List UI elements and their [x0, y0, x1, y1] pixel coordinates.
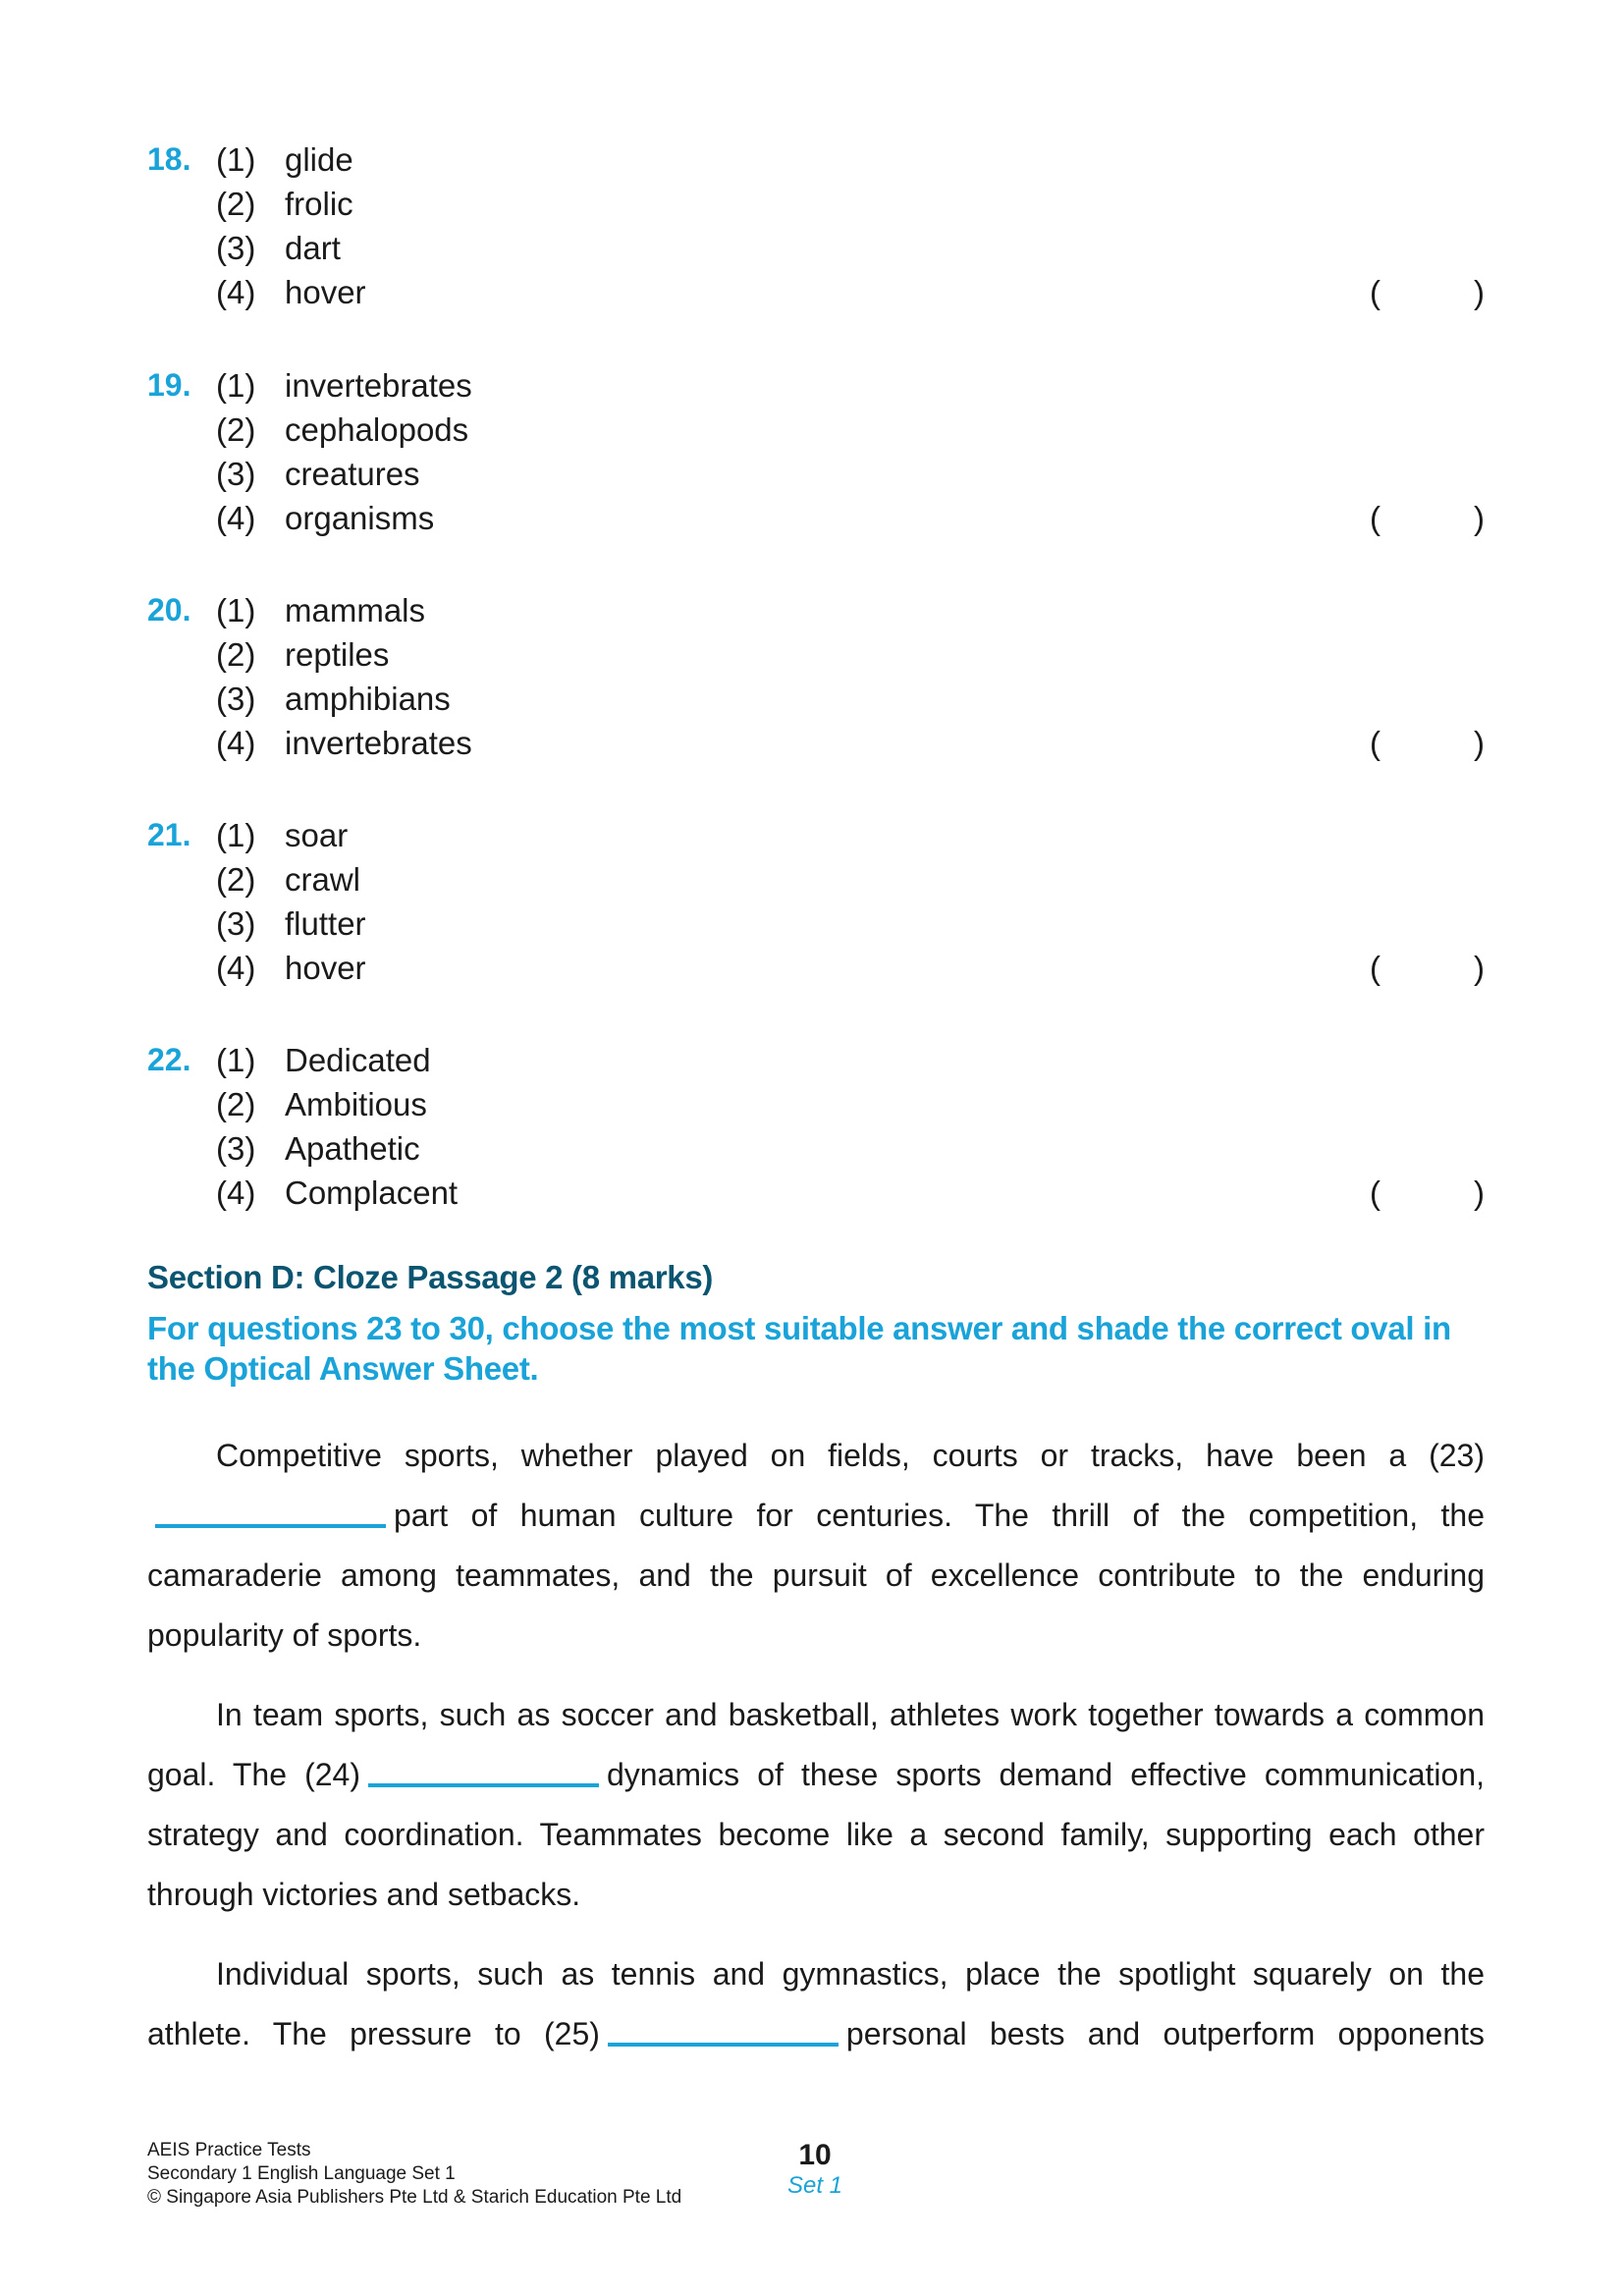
question-number: 22.: [147, 1042, 191, 1077]
option-row: [147, 946, 1485, 990]
option-row: [147, 452, 1485, 496]
option-number: (3): [216, 456, 256, 492]
paragraph-text-before: Competitive sports, whether played on fields, courts or tracks, have been a (23): [216, 1438, 1485, 1473]
option-number: (1): [216, 1042, 256, 1078]
option-row: [147, 137, 1485, 182]
paragraph-text-after: part of human culture for centuries. The thrill of the competition, the camaraderie among teammates, and the pursuit of excellence contribute to the enduring popularity of sports.: [147, 1498, 1485, 1653]
option-number: (2): [216, 186, 256, 222]
option-text: amphibians: [285, 681, 451, 717]
option-text: hover: [285, 950, 366, 986]
answer-bracket-close: ): [1474, 950, 1485, 986]
footer-book-title: Secondary 1 English Language Set 1: [147, 2163, 456, 2184]
option-number: (1): [216, 141, 256, 178]
question-number: 18.: [147, 141, 191, 177]
option-number: (2): [216, 411, 256, 448]
option-number: (3): [216, 681, 256, 717]
blank-23[interactable]: [155, 1524, 386, 1528]
question-number: 20.: [147, 592, 191, 628]
option-text: reptiles: [285, 636, 390, 673]
option-number: (2): [216, 861, 256, 898]
option-number: (4): [216, 1175, 256, 1211]
option-number: (2): [216, 1086, 256, 1122]
option-row: [147, 226, 1485, 270]
question-number: 19.: [147, 367, 191, 403]
option-row: [147, 363, 1485, 408]
answer-bracket-open: (: [1370, 950, 1380, 986]
option-text: creatures: [285, 456, 420, 492]
answer-bracket-close: ): [1474, 274, 1485, 310]
option-row: [147, 677, 1485, 721]
option-text: dart: [285, 230, 341, 266]
option-text: Dedicated: [285, 1042, 431, 1078]
option-text: mammals: [285, 592, 426, 628]
option-text: glide: [285, 141, 353, 178]
answer-bracket-open: (: [1370, 725, 1380, 761]
option-number: (3): [216, 1130, 256, 1167]
option-text: Complacent: [285, 1175, 459, 1211]
paragraph-text-after: dynamics of these sports demand effective communication, strategy and coordination. Teammates become like a second family, supporting each other through victories and setbacks.: [147, 1757, 1486, 1912]
footer-copyright: © Singapore Asia Publishers Pte Ltd & Starich Education Pte Ltd: [147, 2187, 682, 2208]
answer-bracket-open: (: [1370, 274, 1380, 310]
answer-bracket-close: ): [1474, 725, 1485, 761]
paragraph-text-before: In team sports, such as soccer and basketball, athletes work together towards a common goal. The (24): [147, 1697, 1485, 1792]
blank-24[interactable]: [368, 1783, 599, 1787]
option-row: [147, 408, 1485, 452]
option-row: [147, 588, 1485, 632]
option-number: (2): [216, 636, 256, 673]
option-row: [147, 182, 1485, 226]
footer-series: AEIS Practice Tests: [147, 2140, 311, 2160]
page-number: 10: [798, 2139, 832, 2171]
option-text: soar: [285, 817, 349, 853]
option-row: [147, 857, 1485, 902]
option-number: (4): [216, 274, 256, 310]
option-row: [147, 270, 1485, 314]
option-number: (4): [216, 725, 256, 761]
set-label: Set 1: [786, 2172, 843, 2199]
option-number: (3): [216, 230, 256, 266]
option-row: [147, 1082, 1485, 1126]
passage-paragraph-2: [147, 1685, 1485, 1925]
option-text: organisms: [285, 500, 435, 536]
option-row: [147, 1038, 1485, 1082]
passage-paragraph-1: [147, 1426, 1485, 1666]
option-text: cephalopods: [285, 411, 469, 448]
option-number: (1): [216, 367, 256, 404]
option-row: [147, 902, 1485, 946]
option-row: [147, 496, 1485, 540]
question-20: [147, 588, 1485, 765]
answer-bracket-open: (: [1370, 1175, 1380, 1211]
question-22: [147, 1038, 1485, 1215]
option-text: invertebrates: [285, 725, 472, 761]
paragraph-text-before: Individual sports, such as tennis and gymnastics, place the spotlight squarely on the athlete. The pressure to (25): [147, 1956, 1485, 2051]
paragraph-text-after: personal bests and outperform opponents: [845, 2016, 1486, 2051]
answer-bracket-close: ): [1474, 1175, 1485, 1211]
question-18: [147, 137, 1485, 314]
option-number: (1): [216, 817, 256, 853]
answer-bracket-open: (: [1370, 500, 1380, 536]
option-text: flutter: [285, 905, 366, 942]
question-number: 21.: [147, 817, 191, 852]
option-row: [147, 1126, 1485, 1171]
passage-paragraph-3: [147, 1944, 1485, 2064]
option-text: frolic: [285, 186, 353, 222]
option-text: Ambitious: [285, 1086, 427, 1122]
option-row: [147, 1171, 1485, 1215]
blank-25[interactable]: [608, 2043, 839, 2047]
option-number: (4): [216, 950, 256, 986]
answer-bracket-close: ): [1474, 500, 1485, 536]
section-instruction: For questions 23 to 30, choose the most suitable answer and shade the correct oval in the Optical Answer Sheet.: [147, 1310, 1451, 1387]
question-21: [147, 813, 1485, 990]
option-row: [147, 813, 1485, 857]
section-title: Section D: Cloze Passage 2 (8 marks): [147, 1259, 714, 1295]
option-row: [147, 632, 1485, 677]
option-number: (1): [216, 592, 256, 628]
question-19: [147, 363, 1485, 540]
option-number: (3): [216, 905, 256, 942]
option-text: Apathetic: [285, 1130, 420, 1167]
option-text: crawl: [285, 861, 361, 898]
option-text: hover: [285, 274, 366, 310]
option-number: (4): [216, 500, 256, 536]
option-text: invertebrates: [285, 367, 472, 404]
option-row: [147, 721, 1485, 765]
footer-publisher-info: [147, 2139, 681, 2210]
